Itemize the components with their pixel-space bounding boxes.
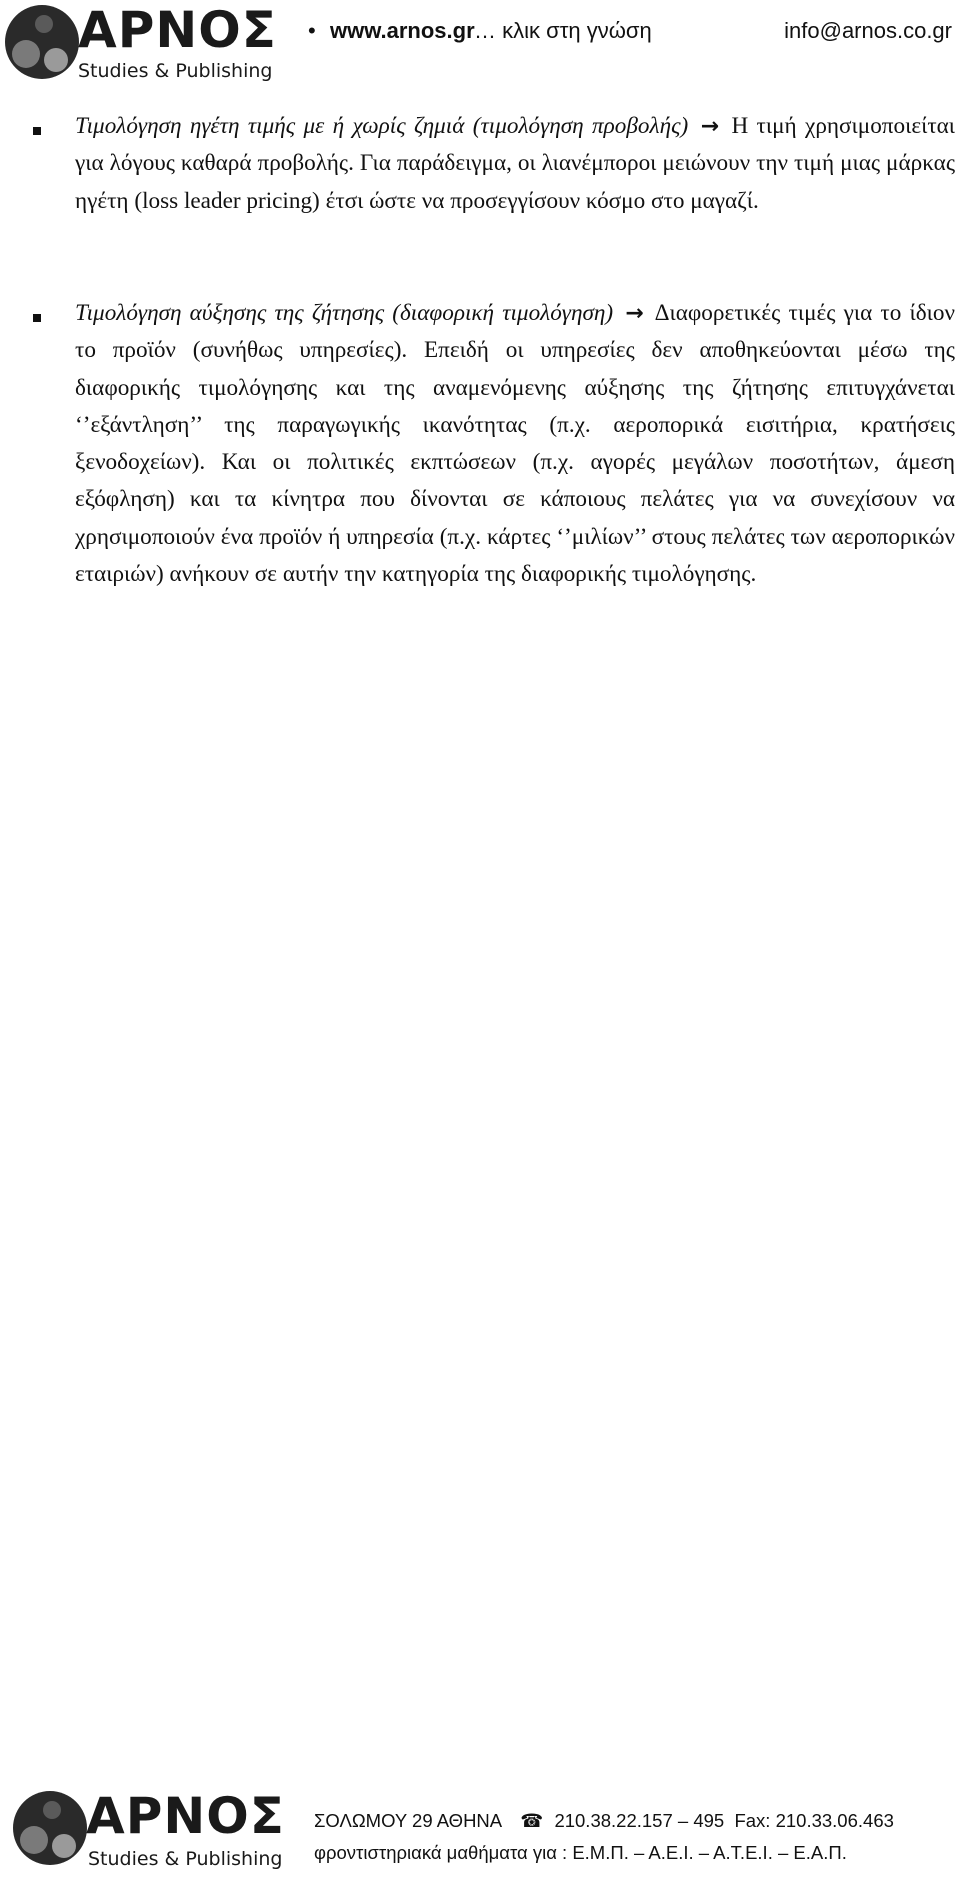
- phone-icon: ☎: [520, 1811, 544, 1832]
- footer-courses-line: [314, 1842, 847, 1864]
- paragraph-loss-leader: [75, 108, 955, 220]
- logo-subtitle: Studies & Publishing: [88, 1848, 283, 1870]
- square-bullet-icon: [33, 127, 41, 135]
- website-link[interactable]: www.arnos.gr: [330, 18, 475, 43]
- header-bullet: •: [308, 18, 316, 43]
- footer-fax: Fax: 210.33.06.463: [734, 1810, 894, 1831]
- logo-name: ΑΡΝΟΣ: [78, 1, 277, 59]
- logo-subtitle: Studies & Publishing: [78, 60, 273, 82]
- right-arrow-icon: →: [625, 301, 644, 326]
- page-footer: [0, 1780, 960, 1880]
- page-header: [0, 0, 960, 90]
- square-bullet-icon: [33, 314, 41, 322]
- footer-contact-line: [314, 1810, 894, 1832]
- footer-phone: 210.38.22.157 – 495: [554, 1810, 725, 1831]
- arnos-logo[interactable]: [4, 2, 284, 84]
- paragraph-heading: Τιμολόγηση αύξησης της ζήτησης (διαφορική τιμολόγηση): [75, 300, 614, 326]
- paragraph-differential-pricing: [75, 295, 955, 593]
- paragraph-heading: Τιμολόγηση ηγέτη τιμής με ή χωρίς ζημιά (τιμολόγηση προβολής): [75, 113, 689, 139]
- arnos-logo-footer[interactable]: [12, 1786, 302, 1872]
- footer-address: ΣΟΛΩΜΟΥ 29 ΑΘΗΝΑ: [314, 1810, 502, 1831]
- footer-courses: φροντιστηριακά μαθήματα για : Ε.Μ.Π. – Α.Ε.Ι. – Α.Τ.Ε.Ι. – Ε.Α.Π.: [314, 1842, 847, 1863]
- paragraph-text: Διαφορετικές τιμές για το ίδιον το προϊόν (συνήθως υπηρεσίες). Επειδή οι υπηρεσίες δεν αποθηκεύονται μέσω της διαφορικής τιμολόγησης και της αναμενόμενης αύξησης της ζήτησης επιτυγχάνεται ‘’εξάντληση’’ της παραγωγικής ικανότητας (π.χ. αεροπορικά εισιτήρια, κρατήσεις ξενοδοχείων). Και οι πολιτικές εκπτώσεων (π.χ. αγορές μεγάλων ποσοτήτων, άμεση εξόφληση) και τα κίνητρα που δίνονται σε κάποιους πελάτες για να συνεχίσουν να χρησιμοποιούν ένα προϊόν ή υπηρεσία (π.χ. κάρτες ‘’μιλίων’’ στους πελάτες των αεροπορικών εταιριών) ανήκουν σε αυτήν την κατηγορία της διαφορικής τιμολόγησης.: [75, 300, 955, 588]
- header-links: [300, 18, 952, 48]
- header-tagline: … κλικ στη γνώση: [474, 18, 652, 43]
- logo-name: ΑΡΝΟΣ: [86, 1787, 285, 1845]
- arnos-logo-mark-icon: [4, 2, 84, 84]
- right-arrow-icon: →: [700, 114, 720, 139]
- paragraph-text: Η τιμή χρησιμοποιείται για λόγους καθαρά προβολής. Για παράδειγμα, οι λιανέμποροι μειώνουν την τιμή μιας μάρκας ηγέτη (loss leader pricing) έτσι ώστε να προσεγγίσουν κόσμο στο μαγαζί.: [75, 113, 956, 214]
- email-link[interactable]: info@arnos.co.gr: [784, 18, 952, 43]
- arnos-logo-mark-icon: [12, 1786, 92, 1872]
